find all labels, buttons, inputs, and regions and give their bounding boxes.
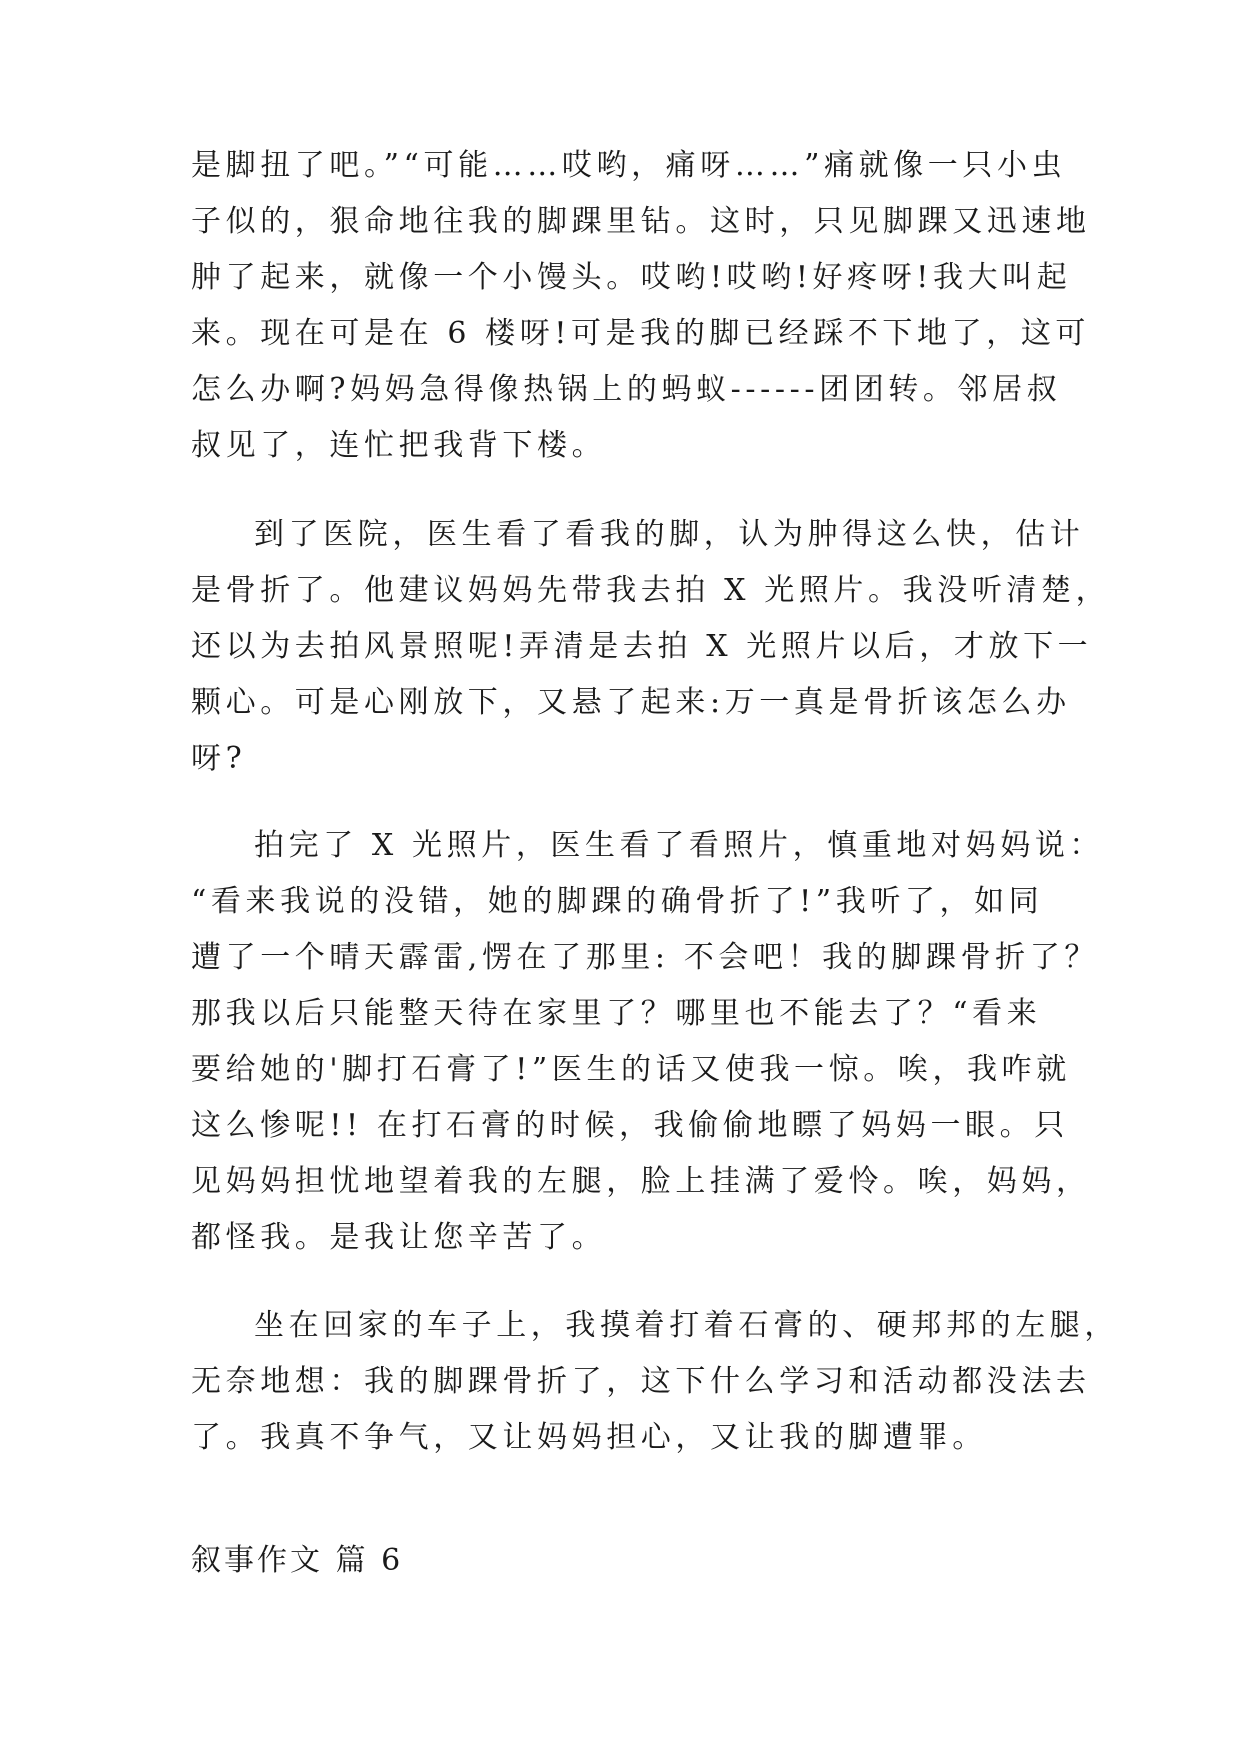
text-line: 是骨折了。他建议妈妈先带我去拍 X 光照片。我没听清楚， bbox=[191, 573, 1111, 608]
text-line: 子似的，狠命地往我的脚踝里钻。这时，只见脚踝又迅速地 bbox=[191, 204, 1091, 239]
text-line: 遭了一个晴天霹雷,愣在了那里: 不会吧！我的脚踝骨折了？ bbox=[191, 940, 1099, 975]
section-heading: 叙事作文 篇 6 bbox=[191, 1543, 404, 1578]
text-line: 那我以后只能整天待在家里了？哪里也不能去了？“看来 bbox=[191, 996, 1042, 1031]
text-line: “看来我说的没错，她的脚踝的确骨折了!”我听了，如同 bbox=[191, 884, 1044, 919]
text-line: 怎么办啊?妈妈急得像热锅上的蚂蚁------团团转。邻居叔 bbox=[191, 372, 1062, 407]
text-line: 都怪我。是我让您辛苦了。 bbox=[191, 1220, 607, 1255]
text-line: 要给她的'脚打石膏了!”医生的话又使我一惊。唉，我咋就 bbox=[191, 1052, 1071, 1087]
text-line: 到了医院，医生看了看我的脚，认为肿得这么快，估计 bbox=[254, 517, 1085, 552]
text-line: 来。现在可是在 6 楼呀!可是我的脚已经踩不下地了，这可 bbox=[191, 316, 1091, 351]
text-line: 坐在回家的车子上，我摸着打着石膏的、硬邦邦的左腿， bbox=[254, 1308, 1119, 1343]
text-line: 拍完了 X 光照片，医生看了看照片，慎重地对妈妈说： bbox=[254, 828, 1105, 863]
text-line: 叔见了，连忙把我背下楼。 bbox=[191, 428, 607, 463]
text-line: 见妈妈担忧地望着我的左腿，脸上挂满了爱怜。唉，妈妈， bbox=[191, 1164, 1091, 1199]
text-line: 肿了起来，就像一个小馒头。哎哟!哎哟!好疼呀!我大叫起 bbox=[191, 260, 1072, 295]
text-line: 颗心。可是心刚放下，又悬了起来:万一真是骨折该怎么办 bbox=[191, 685, 1071, 720]
text-line: 呀? bbox=[191, 741, 247, 776]
text-line: 是脚扭了吧。”“可能……哎哟，痛呀……”痛就像一只小虫 bbox=[191, 148, 1067, 183]
text-line: 了。我真不争气，又让妈妈担心，又让我的脚遭罪。 bbox=[191, 1420, 987, 1455]
text-line: 这么惨呢!! 在打石膏的时候，我偷偷地瞟了妈妈一眼。只 bbox=[191, 1108, 1069, 1143]
text-line: 还以为去拍风景照呢!弄清是去拍 X 光照片以后，才放下一 bbox=[191, 629, 1093, 664]
text-line: 无奈地想：我的脚踝骨折了，这下什么学习和活动都没法去 bbox=[191, 1364, 1091, 1399]
